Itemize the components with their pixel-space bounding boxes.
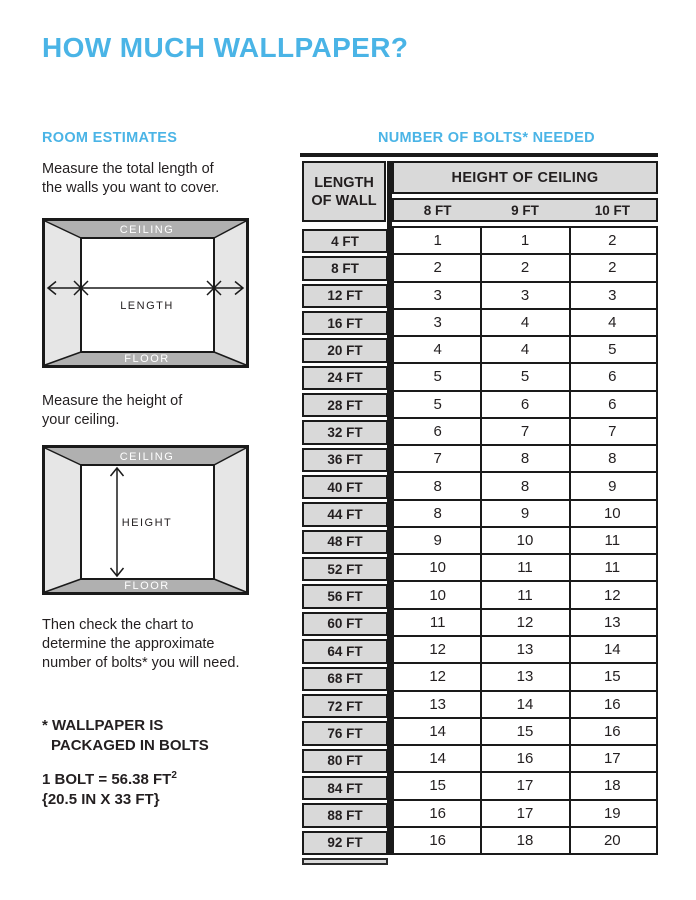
bolt-count-cell: 8 bbox=[433, 477, 442, 495]
floor-label: FLOOR bbox=[124, 580, 170, 592]
wall-length-cell: 80 FT bbox=[302, 749, 388, 773]
wall-length-cell: 40 FT bbox=[302, 475, 388, 499]
wall-length-cell: 92 FT bbox=[302, 831, 388, 855]
wall-length-cell: 24 FT bbox=[302, 366, 388, 390]
bolt-count-cell: 10 bbox=[516, 532, 534, 550]
bolt-count-cell: 6 bbox=[520, 395, 530, 413]
measure-height-instruction bbox=[42, 392, 182, 430]
table-row bbox=[394, 773, 656, 800]
bolt-count-cell: 16 bbox=[603, 722, 621, 740]
bolt-count-cell: 5 bbox=[520, 368, 530, 386]
wall-length-cell: 36 FT bbox=[302, 448, 388, 472]
height-label: HEIGHT bbox=[121, 517, 173, 529]
bolt-count-cell: 9 bbox=[433, 532, 442, 550]
room-estimates-heading: ROOM ESTIMATES bbox=[42, 130, 178, 146]
wall-length-cell: 20 FT bbox=[302, 338, 388, 362]
bolt-area-superscript: 2 bbox=[171, 770, 177, 781]
bolt-count-cell: 3 bbox=[608, 286, 617, 304]
column-header-9ft: 9 FT bbox=[511, 202, 539, 218]
bolt-count-cell: 10 bbox=[429, 559, 446, 577]
bolts-needed-heading: NUMBER OF BOLTS* NEEDED bbox=[378, 130, 595, 146]
bolt-count-cell: 18 bbox=[516, 831, 534, 849]
header-line: OF WALL bbox=[311, 192, 377, 209]
wall-length-cell: 16 FT bbox=[302, 311, 388, 335]
left-wall-panel bbox=[45, 448, 81, 592]
table-row bbox=[394, 555, 656, 582]
instruction-line: determine the approximate bbox=[42, 636, 215, 652]
wall-length-cell: 68 FT bbox=[302, 667, 388, 691]
bolt-count-cell: 2 bbox=[608, 232, 617, 250]
bolt-count-cell: 13 bbox=[516, 641, 534, 659]
bolt-count-cell: 16 bbox=[429, 804, 446, 822]
wall-length-cell: 52 FT bbox=[302, 557, 388, 581]
instruction-line: Measure the total length of bbox=[42, 161, 214, 177]
table-row bbox=[394, 255, 656, 282]
bolt-count-cell: 8 bbox=[520, 477, 530, 495]
wall-length-cell: 44 FT bbox=[302, 502, 388, 526]
instruction-line: your ceiling. bbox=[42, 412, 120, 428]
table-row bbox=[394, 828, 656, 853]
wall-length-cell: 60 FT bbox=[302, 612, 388, 636]
bolt-count-cell: 17 bbox=[516, 777, 534, 795]
table-row bbox=[394, 364, 656, 391]
bolt-count-cell: 15 bbox=[429, 777, 446, 795]
height-of-ceiling-header: HEIGHT OF CEILING bbox=[392, 161, 658, 194]
ceiling-label: CEILING bbox=[119, 451, 175, 463]
bolt-count-cell: 8 bbox=[520, 450, 530, 468]
bolt-count-cell: 16 bbox=[516, 750, 534, 768]
bolt-count-cell: 7 bbox=[520, 422, 530, 440]
bolt-count-cell: 13 bbox=[603, 613, 621, 631]
bolt-count-cell: 5 bbox=[433, 395, 442, 413]
table-row bbox=[394, 337, 656, 364]
bolt-count-cell: 16 bbox=[603, 695, 621, 713]
bolt-count-cell: 6 bbox=[608, 368, 617, 386]
bolt-count-cell: 12 bbox=[516, 613, 534, 631]
table-row bbox=[394, 801, 656, 828]
wall-length-cell: 48 FT bbox=[302, 530, 388, 554]
wall-length-cell: 28 FT bbox=[302, 393, 388, 417]
bolt-count-cell: 11 bbox=[604, 559, 621, 577]
bolt-count-cell: 8 bbox=[433, 504, 442, 522]
bolt-count-cell: 7 bbox=[433, 450, 442, 468]
wall-length-cell: 84 FT bbox=[302, 776, 388, 800]
length-label: LENGTH bbox=[120, 300, 174, 312]
bolt-count-cell: 7 bbox=[608, 422, 617, 440]
back-wall bbox=[81, 238, 214, 352]
table-row bbox=[394, 501, 656, 528]
table-row bbox=[394, 446, 656, 473]
wall-length-column bbox=[302, 229, 388, 855]
bolt-count-cell: 9 bbox=[520, 504, 530, 522]
bolt-count-cell: 15 bbox=[603, 668, 621, 686]
table-row bbox=[394, 610, 656, 637]
table-gridline bbox=[569, 228, 571, 853]
table-row bbox=[394, 692, 656, 719]
wall-length-cell: 56 FT bbox=[302, 584, 388, 608]
bolt-count-cell: 3 bbox=[520, 286, 530, 304]
wall-length-cell: 88 FT bbox=[302, 803, 388, 827]
bolt-count-cell: 19 bbox=[603, 804, 621, 822]
bolt-count-cell: 3 bbox=[433, 286, 442, 304]
table-row bbox=[394, 664, 656, 691]
column-header-10ft: 10 FT bbox=[594, 202, 630, 218]
bolt-count-cell: 11 bbox=[429, 613, 446, 631]
bolt-count-cell: 20 bbox=[603, 831, 621, 849]
wall-length-cell: 76 FT bbox=[302, 721, 388, 745]
table-bottom-strip bbox=[302, 858, 388, 865]
bolt-count-cell: 11 bbox=[517, 559, 533, 577]
wallpaper-bolts-footnote bbox=[42, 716, 209, 756]
bolt-count-cell: 12 bbox=[429, 668, 446, 686]
bolt-count-cell: 1 bbox=[433, 232, 442, 250]
table-row bbox=[394, 719, 656, 746]
length-of-wall-header bbox=[302, 161, 386, 222]
bolt-count-cell: 5 bbox=[433, 368, 442, 386]
bolt-count-cell: 15 bbox=[516, 722, 534, 740]
bolt-count-cell: 4 bbox=[608, 313, 617, 331]
instruction-line: number of bolts* you will need. bbox=[42, 655, 240, 671]
bolt-count-cell: 9 bbox=[608, 477, 617, 495]
bolts-table bbox=[300, 153, 658, 868]
footnote-line: * WALLPAPER IS bbox=[42, 717, 164, 734]
bolt-count-cell: 10 bbox=[603, 504, 621, 522]
table-row bbox=[394, 228, 656, 255]
bolt-count-cell: 16 bbox=[429, 831, 446, 849]
table-row bbox=[394, 746, 656, 773]
table-row bbox=[394, 473, 656, 500]
table-top-rule bbox=[300, 153, 658, 157]
bolt-count-cell: 1 bbox=[520, 232, 530, 250]
bolt-count-cell: 12 bbox=[603, 586, 621, 604]
wall-length-cell: 12 FT bbox=[302, 284, 388, 308]
ceiling-height-columns bbox=[392, 198, 658, 222]
bolt-count-cell: 10 bbox=[429, 586, 446, 604]
wall-length-cell: 32 FT bbox=[302, 420, 388, 444]
bolt-count-cell: 13 bbox=[429, 695, 446, 713]
bolt-count-cell: 4 bbox=[520, 341, 530, 359]
bolt-count-cell: 11 bbox=[604, 532, 621, 550]
bolt-count-cell: 4 bbox=[520, 313, 530, 331]
page-title: HOW MUCH WALLPAPER? bbox=[42, 32, 409, 63]
wall-length-cell: 4 FT bbox=[302, 229, 388, 253]
bolt-count-cell: 12 bbox=[429, 641, 446, 659]
bolt-count-cell: 2 bbox=[520, 259, 530, 277]
floor-label: FLOOR bbox=[124, 353, 170, 365]
bolt-count-cell: 6 bbox=[608, 395, 617, 413]
instruction-line: Then check the chart to bbox=[42, 617, 194, 633]
bolt-count-cell: 14 bbox=[516, 695, 534, 713]
bolt-count-cell: 13 bbox=[516, 668, 534, 686]
table-row bbox=[394, 283, 656, 310]
bolt-count-cell: 11 bbox=[517, 586, 533, 604]
table-gridline bbox=[480, 228, 482, 853]
bolt-count-cell: 2 bbox=[433, 259, 442, 277]
bolt-count-cell: 5 bbox=[608, 341, 617, 359]
table-row bbox=[394, 528, 656, 555]
table-row bbox=[394, 419, 656, 446]
bolt-size-note bbox=[42, 766, 177, 810]
header-line: LENGTH bbox=[314, 174, 374, 191]
wall-length-cell: 72 FT bbox=[302, 694, 388, 718]
bolt-count-cell: 6 bbox=[433, 422, 442, 440]
instruction-line: the walls you want to cover. bbox=[42, 180, 220, 196]
wall-length-cell: 64 FT bbox=[302, 639, 388, 663]
table-body bbox=[392, 226, 658, 855]
room-length-diagram bbox=[42, 218, 249, 368]
table-row bbox=[394, 310, 656, 337]
column-header-8ft: 8 FT bbox=[423, 202, 452, 218]
bolt-count-cell: 14 bbox=[603, 641, 621, 659]
bolt-dimensions-line: {20.5 IN X 33 FT} bbox=[42, 791, 160, 808]
table-row bbox=[394, 582, 656, 609]
bolt-count-cell: 17 bbox=[516, 804, 534, 822]
footnote-line: PACKAGED IN BOLTS bbox=[51, 737, 209, 754]
right-wall-panel bbox=[214, 448, 246, 592]
check-chart-instruction bbox=[42, 616, 239, 673]
bolt-count-cell: 3 bbox=[433, 313, 442, 331]
bolt-count-cell: 8 bbox=[608, 450, 617, 468]
bolt-area-text: 1 BOLT = 56.38 FT bbox=[42, 771, 172, 788]
table-row bbox=[394, 637, 656, 664]
instruction-line: Measure the height of bbox=[42, 393, 183, 409]
bolt-count-cell: 14 bbox=[429, 722, 446, 740]
room-height-diagram bbox=[42, 445, 249, 595]
bolt-count-cell: 2 bbox=[608, 259, 617, 277]
table-row bbox=[394, 392, 656, 419]
bolt-count-cell: 4 bbox=[433, 341, 442, 359]
bolt-count-cell: 17 bbox=[603, 750, 621, 768]
measure-length-instruction bbox=[42, 160, 219, 198]
wall-length-cell: 8 FT bbox=[302, 256, 388, 280]
ceiling-label: CEILING bbox=[119, 224, 175, 236]
bolt-count-cell: 14 bbox=[429, 750, 446, 768]
bolt-count-cell: 18 bbox=[603, 777, 621, 795]
bolt-area-line bbox=[42, 766, 177, 790]
